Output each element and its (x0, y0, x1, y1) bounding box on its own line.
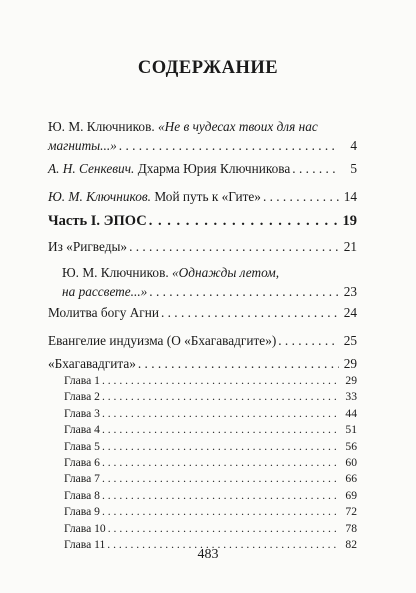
toc-entry-author: Ю. М. Ключников. (62, 265, 169, 280)
dot-leader (119, 137, 339, 154)
chapter-row (64, 422, 357, 438)
dot-leader (129, 238, 339, 255)
toc-entry-title: Мой путь к «Гите» (154, 189, 261, 204)
chapter-row (64, 471, 357, 487)
dot-leader (102, 373, 339, 389)
chapter-row (64, 389, 357, 405)
chapter-row (64, 504, 357, 520)
page-title: СОДЕРЖАНИЕ (137, 58, 279, 78)
dot-leader (102, 406, 339, 422)
chapter-label: Глава 6 (64, 456, 100, 470)
chapter-row (64, 406, 357, 422)
chapter-page: 29 (345, 374, 357, 387)
toc-entry-title: «Однажды летом, (172, 265, 280, 280)
chapter-page: 69 (345, 488, 357, 502)
chapter-page: 78 (345, 521, 357, 535)
toc-entry-page: 25 (343, 333, 357, 348)
toc-entry (48, 160, 357, 177)
chapter-row (64, 488, 357, 504)
toc-entry (48, 355, 357, 372)
toc-entry (62, 264, 357, 300)
chapter-page: 56 (345, 439, 357, 453)
chapter-list (64, 373, 357, 553)
toc-entry (48, 304, 357, 321)
chapter-label: Глава 1 (64, 374, 100, 387)
toc-entry-title: «Не в чудесах твоих для нас (158, 119, 318, 134)
toc-part-page: 19 (342, 213, 357, 229)
dot-leader (149, 213, 339, 230)
chapter-row (64, 439, 357, 455)
chapter-row (64, 373, 357, 389)
page-number: 483 (197, 547, 219, 562)
toc-entry-title-continued: на рассвете...» (62, 284, 148, 299)
chapter-page: 33 (345, 390, 357, 404)
chapter-page: 51 (345, 423, 357, 437)
chapter-page: 44 (345, 406, 357, 420)
chapter-label: Глава 8 (64, 488, 100, 502)
toc-entry-title: «Бхагавадгита» (48, 356, 136, 371)
dot-leader (108, 521, 339, 537)
dot-leader (263, 188, 339, 205)
toc-part-title: Часть I. ЭПОС (48, 213, 147, 229)
toc-entry-author: Ю. М. Ключников. (48, 189, 151, 204)
chapter-label: Глава 11 (64, 538, 106, 552)
toc-entry-title: Молитва богу Агни (48, 305, 159, 320)
toc-entry (48, 188, 357, 205)
toc-entry-title: Евангелие индуизма (О «Бхагавадгите») (48, 333, 277, 348)
toc-entry-page: 29 (343, 356, 357, 371)
toc-entry-page: 14 (343, 189, 357, 204)
dot-leader (102, 439, 339, 455)
toc-entry-page: 21 (343, 239, 357, 254)
toc-entry (48, 332, 357, 349)
chapter-label: Глава 7 (64, 472, 100, 486)
dot-leader (102, 422, 339, 438)
chapter-label: Глава 9 (64, 505, 100, 519)
toc-part-heading (48, 213, 357, 230)
chapter-page: 60 (345, 456, 357, 470)
toc-entry (48, 118, 357, 154)
dot-leader (102, 455, 339, 471)
chapter-page: 66 (345, 472, 357, 486)
dot-leader (149, 283, 339, 300)
chapter-label: Глава 4 (64, 423, 100, 437)
chapter-page: 82 (345, 538, 357, 552)
toc-entry-page: 4 (350, 138, 357, 153)
chapter-row (64, 455, 357, 471)
toc-entry-page: 24 (343, 305, 357, 320)
chapter-label: Глава 2 (64, 390, 100, 404)
dot-leader (102, 504, 339, 520)
dot-leader (102, 471, 339, 487)
toc-entry (48, 238, 357, 255)
dot-leader (138, 355, 339, 372)
toc-entry-author: А. Н. Сенкевич. (48, 161, 135, 176)
chapter-row (64, 521, 357, 537)
chapter-label: Глава 10 (64, 521, 106, 535)
dot-leader (278, 332, 339, 349)
toc-entry-page: 23 (343, 284, 357, 299)
dot-leader (102, 488, 339, 504)
chapter-page: 72 (345, 505, 357, 519)
toc-entry-title-continued: магниты...» (48, 138, 117, 153)
chapter-label: Глава 5 (64, 439, 100, 453)
dot-leader (161, 304, 339, 321)
toc-entry-author: Ю. М. Ключников. (48, 119, 155, 134)
chapter-label: Глава 3 (64, 406, 100, 420)
dot-leader (292, 160, 339, 177)
toc-entry-title: Из «Ригведы» (48, 239, 128, 254)
dot-leader (102, 389, 339, 405)
toc-entry-title: Дхарма Юрия Ключникова (137, 161, 291, 176)
toc-entry-page: 5 (350, 161, 357, 176)
